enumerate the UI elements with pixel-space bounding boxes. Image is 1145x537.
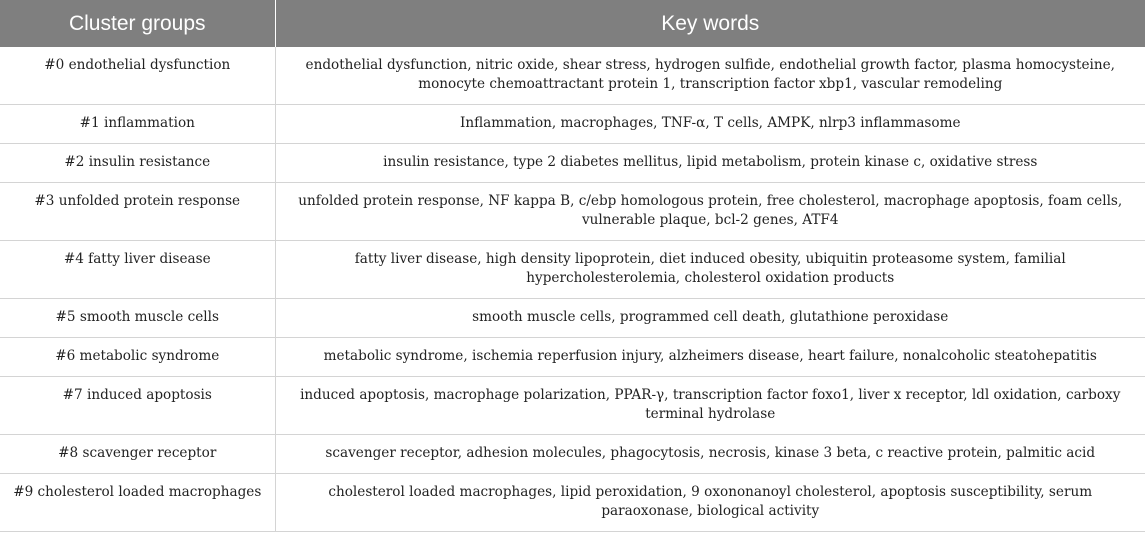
key-words-cell: endothelial dysfunction, nitric oxide, shear stress, hydrogen sulfide, endothelial growth factor, plasma homocysteine, monocyte chemoattractant protein 1, transcription factor xbp1, vascular remodeling — [275, 47, 1145, 105]
key-words-cell: metabolic syndrome, ischemia reperfusion injury, alzheimers disease, heart failure, nonalcoholic steatohepatitis — [275, 338, 1145, 377]
key-words-cell: unfolded protein response, NF kappa B, c/ebp homologous protein, free cholesterol, macrophage apoptosis, foam cells, vulnerable plaque, bcl-2 genes, ATF4 — [275, 183, 1145, 241]
table-row — [0, 47, 1145, 105]
table-row — [0, 299, 1145, 338]
cluster-group-cell: #8 scavenger receptor — [0, 435, 275, 474]
cluster-group-cell: #6 metabolic syndrome — [0, 338, 275, 377]
table-row — [0, 474, 1145, 532]
key-words-cell: scavenger receptor, adhesion molecules, phagocytosis, necrosis, kinase 3 beta, c reactive protein, palmitic acid — [275, 435, 1145, 474]
cluster-group-cell: #1 inflammation — [0, 105, 275, 144]
cluster-group-cell: #2 insulin resistance — [0, 144, 275, 183]
cluster-group-cell: #0 endothelial dysfunction — [0, 47, 275, 105]
key-words-cell: fatty liver disease, high density lipoprotein, diet induced obesity, ubiquitin proteasome system, familial hypercholesterolemia, cholesterol oxidation products — [275, 241, 1145, 299]
key-words-cell: Inflammation, macrophages, TNF-α, T cells, AMPK, nlrp3 inflammasome — [275, 105, 1145, 144]
table-row — [0, 144, 1145, 183]
key-words-cell: insulin resistance, type 2 diabetes mellitus, lipid metabolism, protein kinase c, oxidative stress — [275, 144, 1145, 183]
column-header-key-words: Key words — [275, 0, 1145, 47]
table-row — [0, 183, 1145, 241]
table-row — [0, 377, 1145, 435]
key-words-cell: smooth muscle cells, programmed cell death, glutathione peroxidase — [275, 299, 1145, 338]
cluster-group-cell: #9 cholesterol loaded macrophages — [0, 474, 275, 532]
table-row — [0, 435, 1145, 474]
cluster-group-cell: #3 unfolded protein response — [0, 183, 275, 241]
key-words-cell: induced apoptosis, macrophage polarization, PPAR-γ, transcription factor foxo1, liver x receptor, ldl oxidation, carboxy terminal hydrolase — [275, 377, 1145, 435]
cluster-group-cell: #7 induced apoptosis — [0, 377, 275, 435]
table-row — [0, 105, 1145, 144]
cluster-group-cell: #4 fatty liver disease — [0, 241, 275, 299]
column-header-cluster-groups: Cluster groups — [68, 11, 206, 35]
table-header-row — [0, 0, 1145, 47]
cluster-group-cell: #5 smooth muscle cells — [0, 299, 275, 338]
table-row — [0, 241, 1145, 299]
table-row — [0, 338, 1145, 377]
key-words-cell: cholesterol loaded macrophages, lipid peroxidation, 9 oxononanoyl cholesterol, apoptosis susceptibility, serum paraoxonase, biological activity — [275, 474, 1145, 532]
